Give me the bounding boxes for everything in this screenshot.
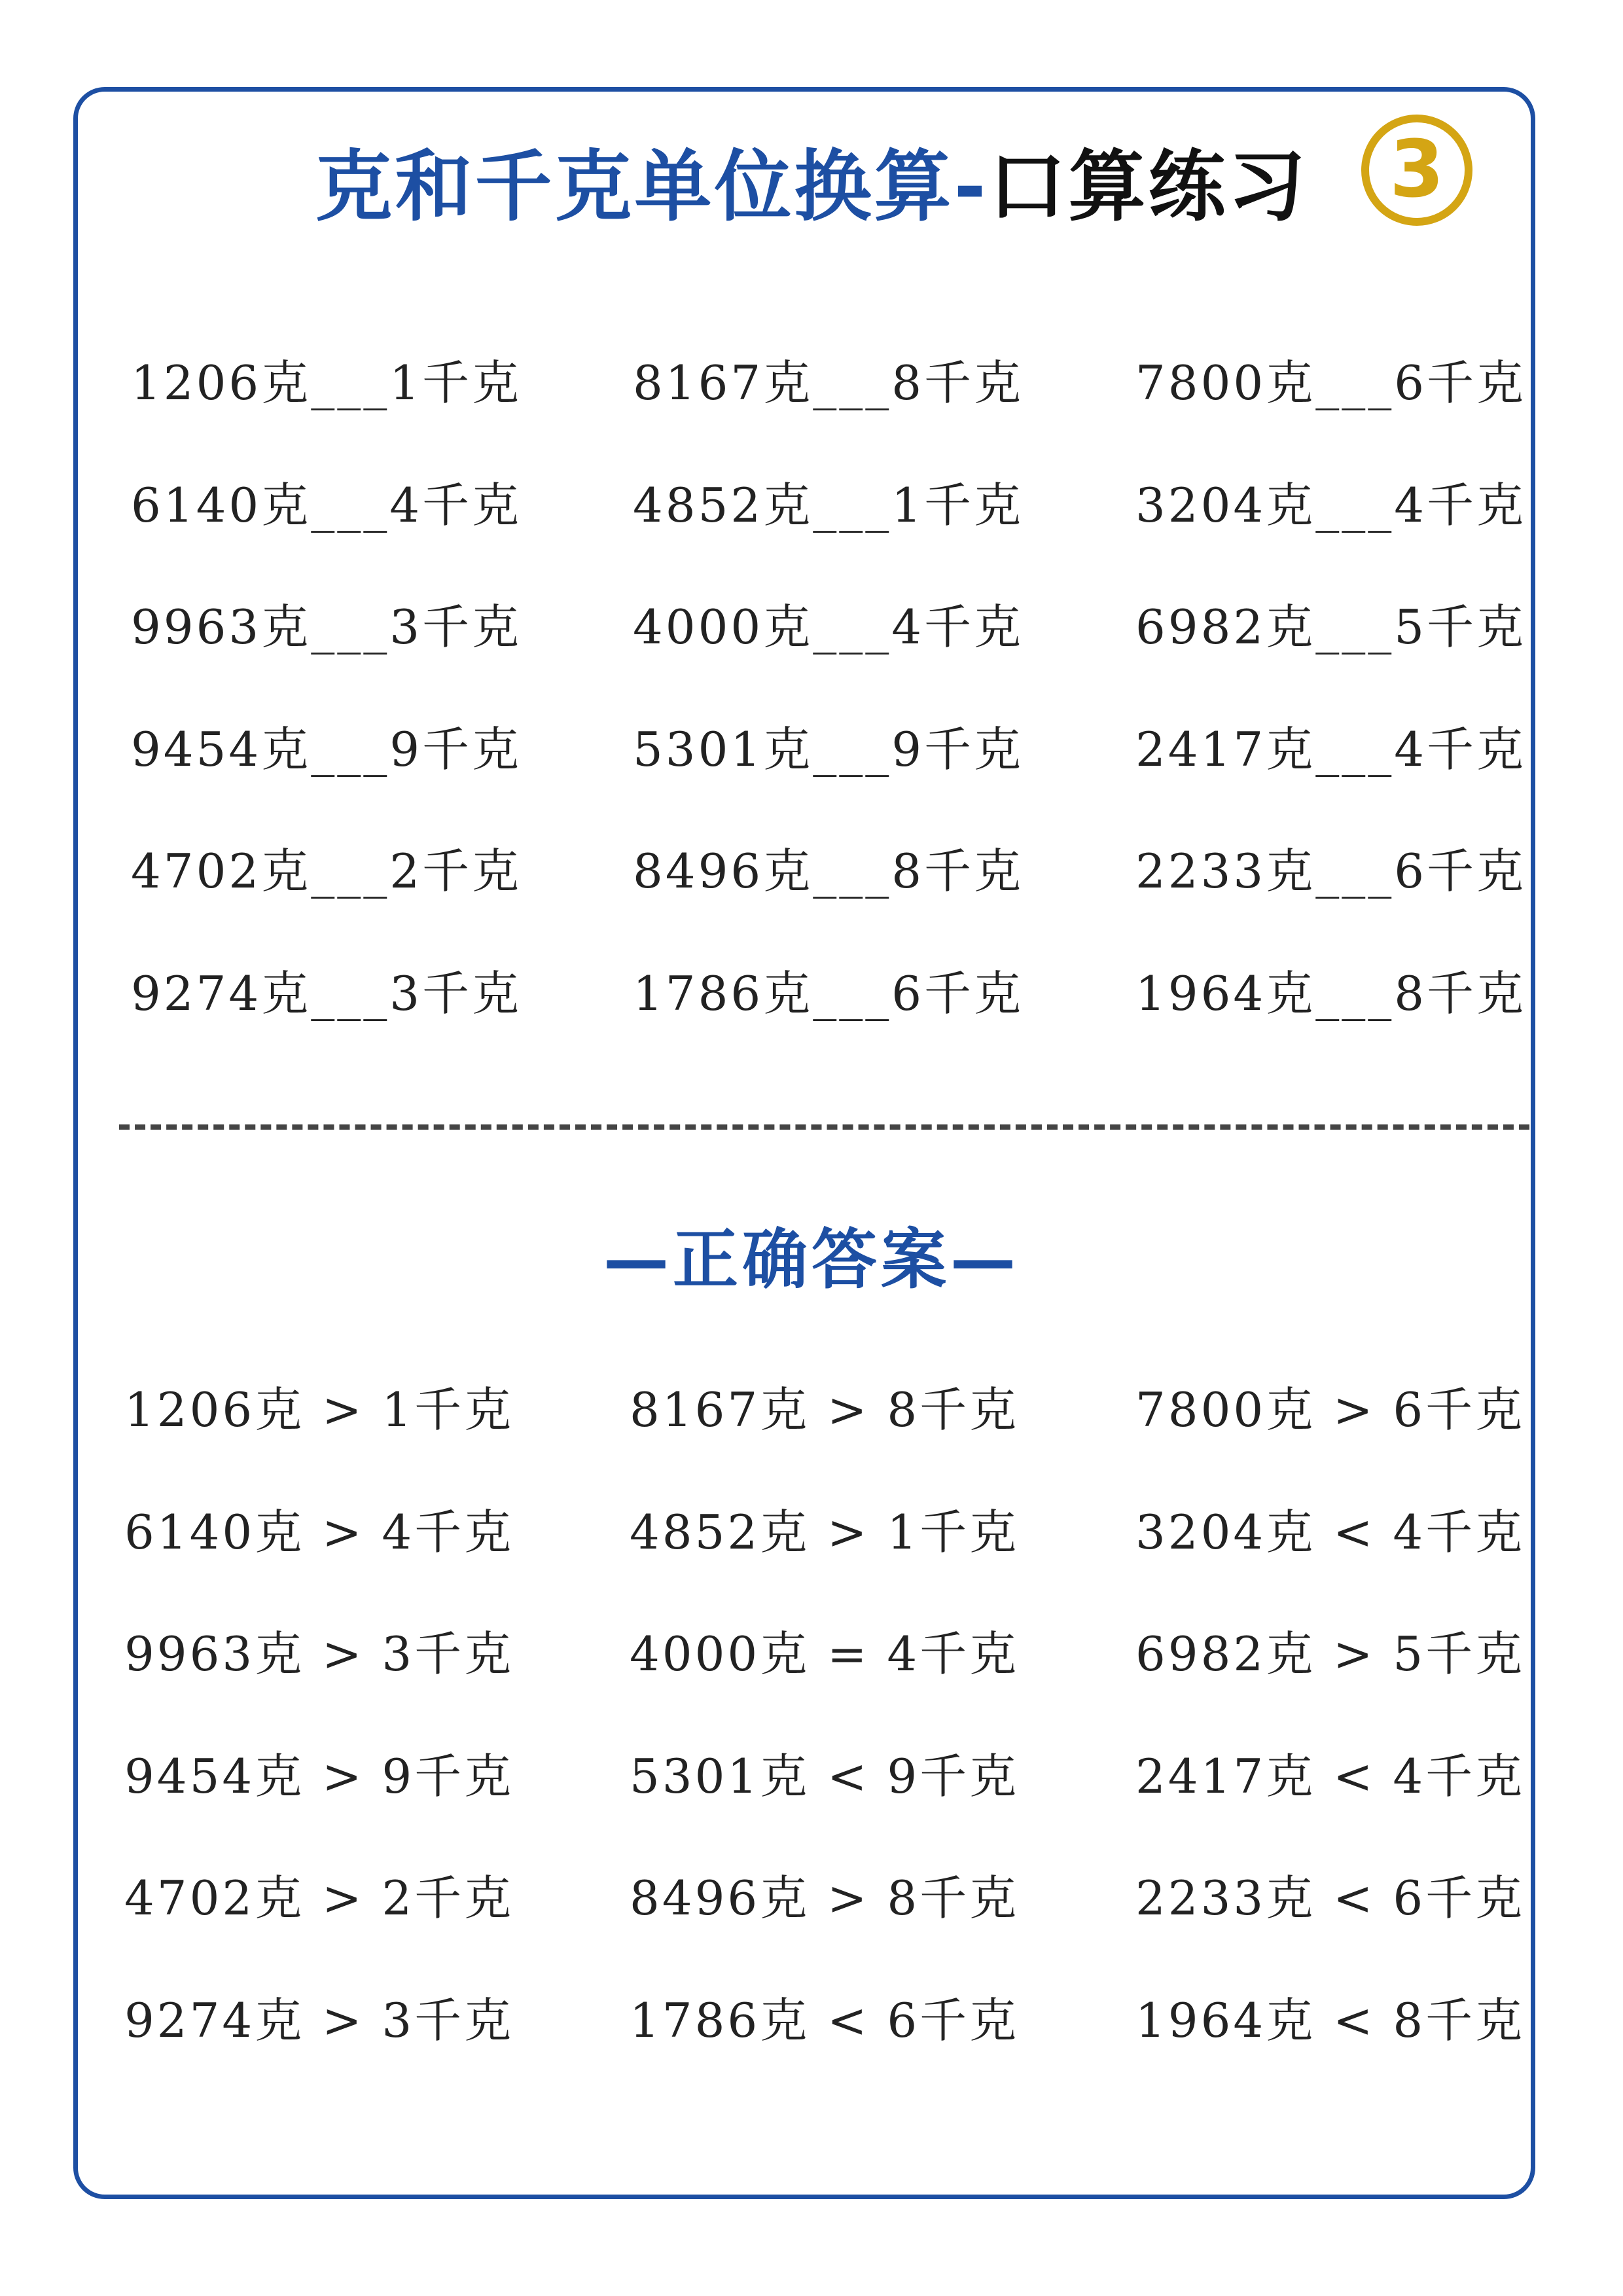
question-item: 9963克___3千克 (131, 600, 522, 655)
question-item: 6982克___5千克 (1135, 600, 1527, 655)
question-item: 7800克___6千克 (1135, 355, 1527, 410)
question-item: 5301克___9千克 (633, 722, 1024, 777)
answer-item: 1206克 > 1千克 (124, 1382, 514, 1437)
answer-item: 2417克 < 4千克 (1135, 1749, 1525, 1804)
answer-item: 1964克 < 8千克 (1135, 1993, 1525, 2048)
question-item: 2233克___6千克 (1135, 844, 1527, 899)
question-item: 4702克___2千克 (131, 844, 522, 899)
answer-item: 6982克 > 5千克 (1135, 1626, 1525, 1681)
answer-item: 1786克 < 6千克 (630, 1993, 1020, 2048)
question-item: 2417克___4千克 (1135, 722, 1527, 777)
question-item: 9454克___9千克 (131, 722, 522, 777)
question-item: 4000克___4千克 (633, 600, 1024, 655)
question-item: 4852克___1千克 (633, 478, 1024, 533)
answer-item: 8496克 > 8千克 (630, 1871, 1020, 1926)
answer-item: 6140克 > 4千克 (124, 1505, 514, 1560)
answer-item: 7800克 > 6千克 (1135, 1382, 1525, 1437)
answer-item: 9963克 > 3千克 (124, 1626, 514, 1681)
question-item: 1964克___8千克 (1135, 966, 1527, 1021)
answer-item: 4000克 = 4千克 (630, 1626, 1020, 1681)
title-black-part: 口算练习 (988, 141, 1308, 232)
answer-item: 2233克 < 6千克 (1135, 1871, 1525, 1926)
question-item: 1786克___6千克 (633, 966, 1024, 1021)
answer-item: 8167克 > 8千克 (630, 1382, 1020, 1437)
question-item: 8496克___8千克 (633, 844, 1024, 899)
answer-item: 3204克 < 4千克 (1135, 1505, 1525, 1560)
title-blue-part: 克和千克单位换算 (315, 141, 954, 232)
title-dash: - (954, 141, 989, 232)
answer-item: 9274克 > 3千克 (124, 1993, 514, 2048)
worksheet-number-badge: 3 (1361, 115, 1472, 226)
question-item: 1206克___1千克 (131, 355, 522, 410)
question-item: 9274克___3千克 (131, 966, 522, 1021)
answer-item: 9454克 > 9千克 (124, 1749, 514, 1804)
answers-heading: —正确答案— (603, 1221, 1020, 1298)
answer-item: 5301克 < 9千克 (630, 1749, 1020, 1804)
question-item: 8167克___8千克 (633, 355, 1024, 410)
answer-item: 4852克 > 1千克 (630, 1505, 1020, 1560)
question-item: 6140克___4千克 (131, 478, 522, 533)
question-item: 3204克___4千克 (1135, 478, 1527, 533)
answer-item: 4702克 > 2千克 (124, 1871, 514, 1926)
